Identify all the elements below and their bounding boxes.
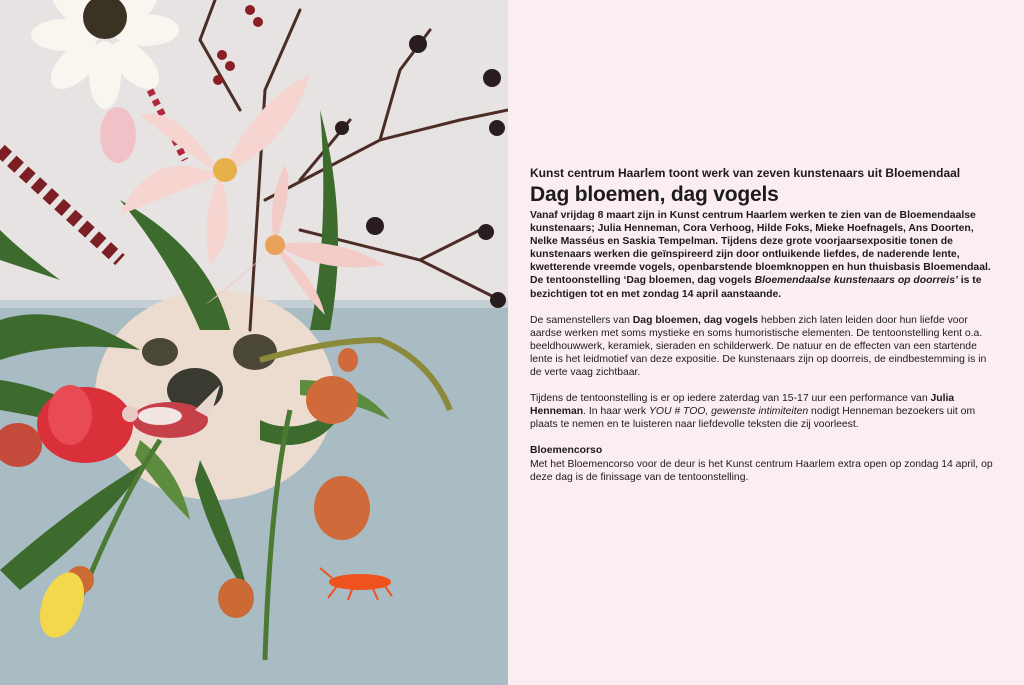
- intro-italic: Bloemendaalse kunstenaars op doorreis’: [754, 275, 958, 287]
- article-kicker: Kunst centrum Haarlem toont werk van zeven kunstenaars uit Bloemendaal: [530, 166, 961, 180]
- para2-after: hebben zich laten leiden door hun liefde voor aardse werken met soms mystieke en soms humoristische elementen. De tentoonstelling kent o.a. beeldhouwwerk, keramiek, sieraden en schilderwerk. De natuur en de effecten van een startende lente is het leidmotief van deze expositie. De kunstenaars zijn op doorreis, de eindbestemming is in de verte vaag zichtbaar.: [530, 314, 987, 379]
- article-title: Dag bloemen, dag vogels: [530, 183, 779, 206]
- section-heading: Bloemencorso: [530, 445, 603, 457]
- paragraph-samenstellers: [530, 314, 1000, 379]
- para3-before: Tijdens de tentoonstelling is er op iedere zaterdag van 15-17 uur een performance van: [530, 393, 931, 405]
- para3-italic: YOU # TOO, gewenste intimiteiten: [648, 406, 809, 418]
- para3-after: nodigt Henneman bezoekers uit om plaats te nemen en te luisteren naar liefdevolle teksten die zij voorleest.: [530, 406, 976, 431]
- para2-bold: Dag bloemen, dag vogels: [632, 314, 759, 326]
- para3-bold: Julia Henneman: [530, 393, 955, 418]
- intro-paragraph: [530, 209, 1000, 301]
- flower-bouquet-photo: [0, 0, 508, 685]
- article: [530, 166, 1000, 497]
- para2-before: De samenstellers van: [530, 314, 633, 326]
- para3-mid: . In haar werk: [583, 406, 649, 418]
- paragraph-performance: [530, 392, 1000, 431]
- intro-end: is te bezichtigen tot en met zondag 14 april aanstaande.: [530, 275, 982, 300]
- intro-text: Vanaf vrijdag 8 maart zijn in Kunst centrum Haarlem werken te zien van de Bloemendaalse kunstenaars; Julia Henneman, Cora Verhoog, Hilde Foks, Mieke Hoefnagels, Ans Doorten, Nelke Masséus en Saskia Tempelman. Tijdens deze grote voorjaarsexpositie tonen de kunstenaars werken die geïnspireerd zijn door ontluikende liefdes, de naderende lente, kwetterende vreemde vogels, openbarstende bloemknoppen en hun thuisbasis Bloemendaal. De tentoonstelling ‘Dag bloemen, dag vogels: [530, 210, 991, 287]
- paragraph-bloemencorso: Met het Bloemencorso voor de deur is het Kunst centrum Haarlem extra open op zondag 14 april, op deze dag is de finissage van de tentoonstelling.: [530, 458, 993, 483]
